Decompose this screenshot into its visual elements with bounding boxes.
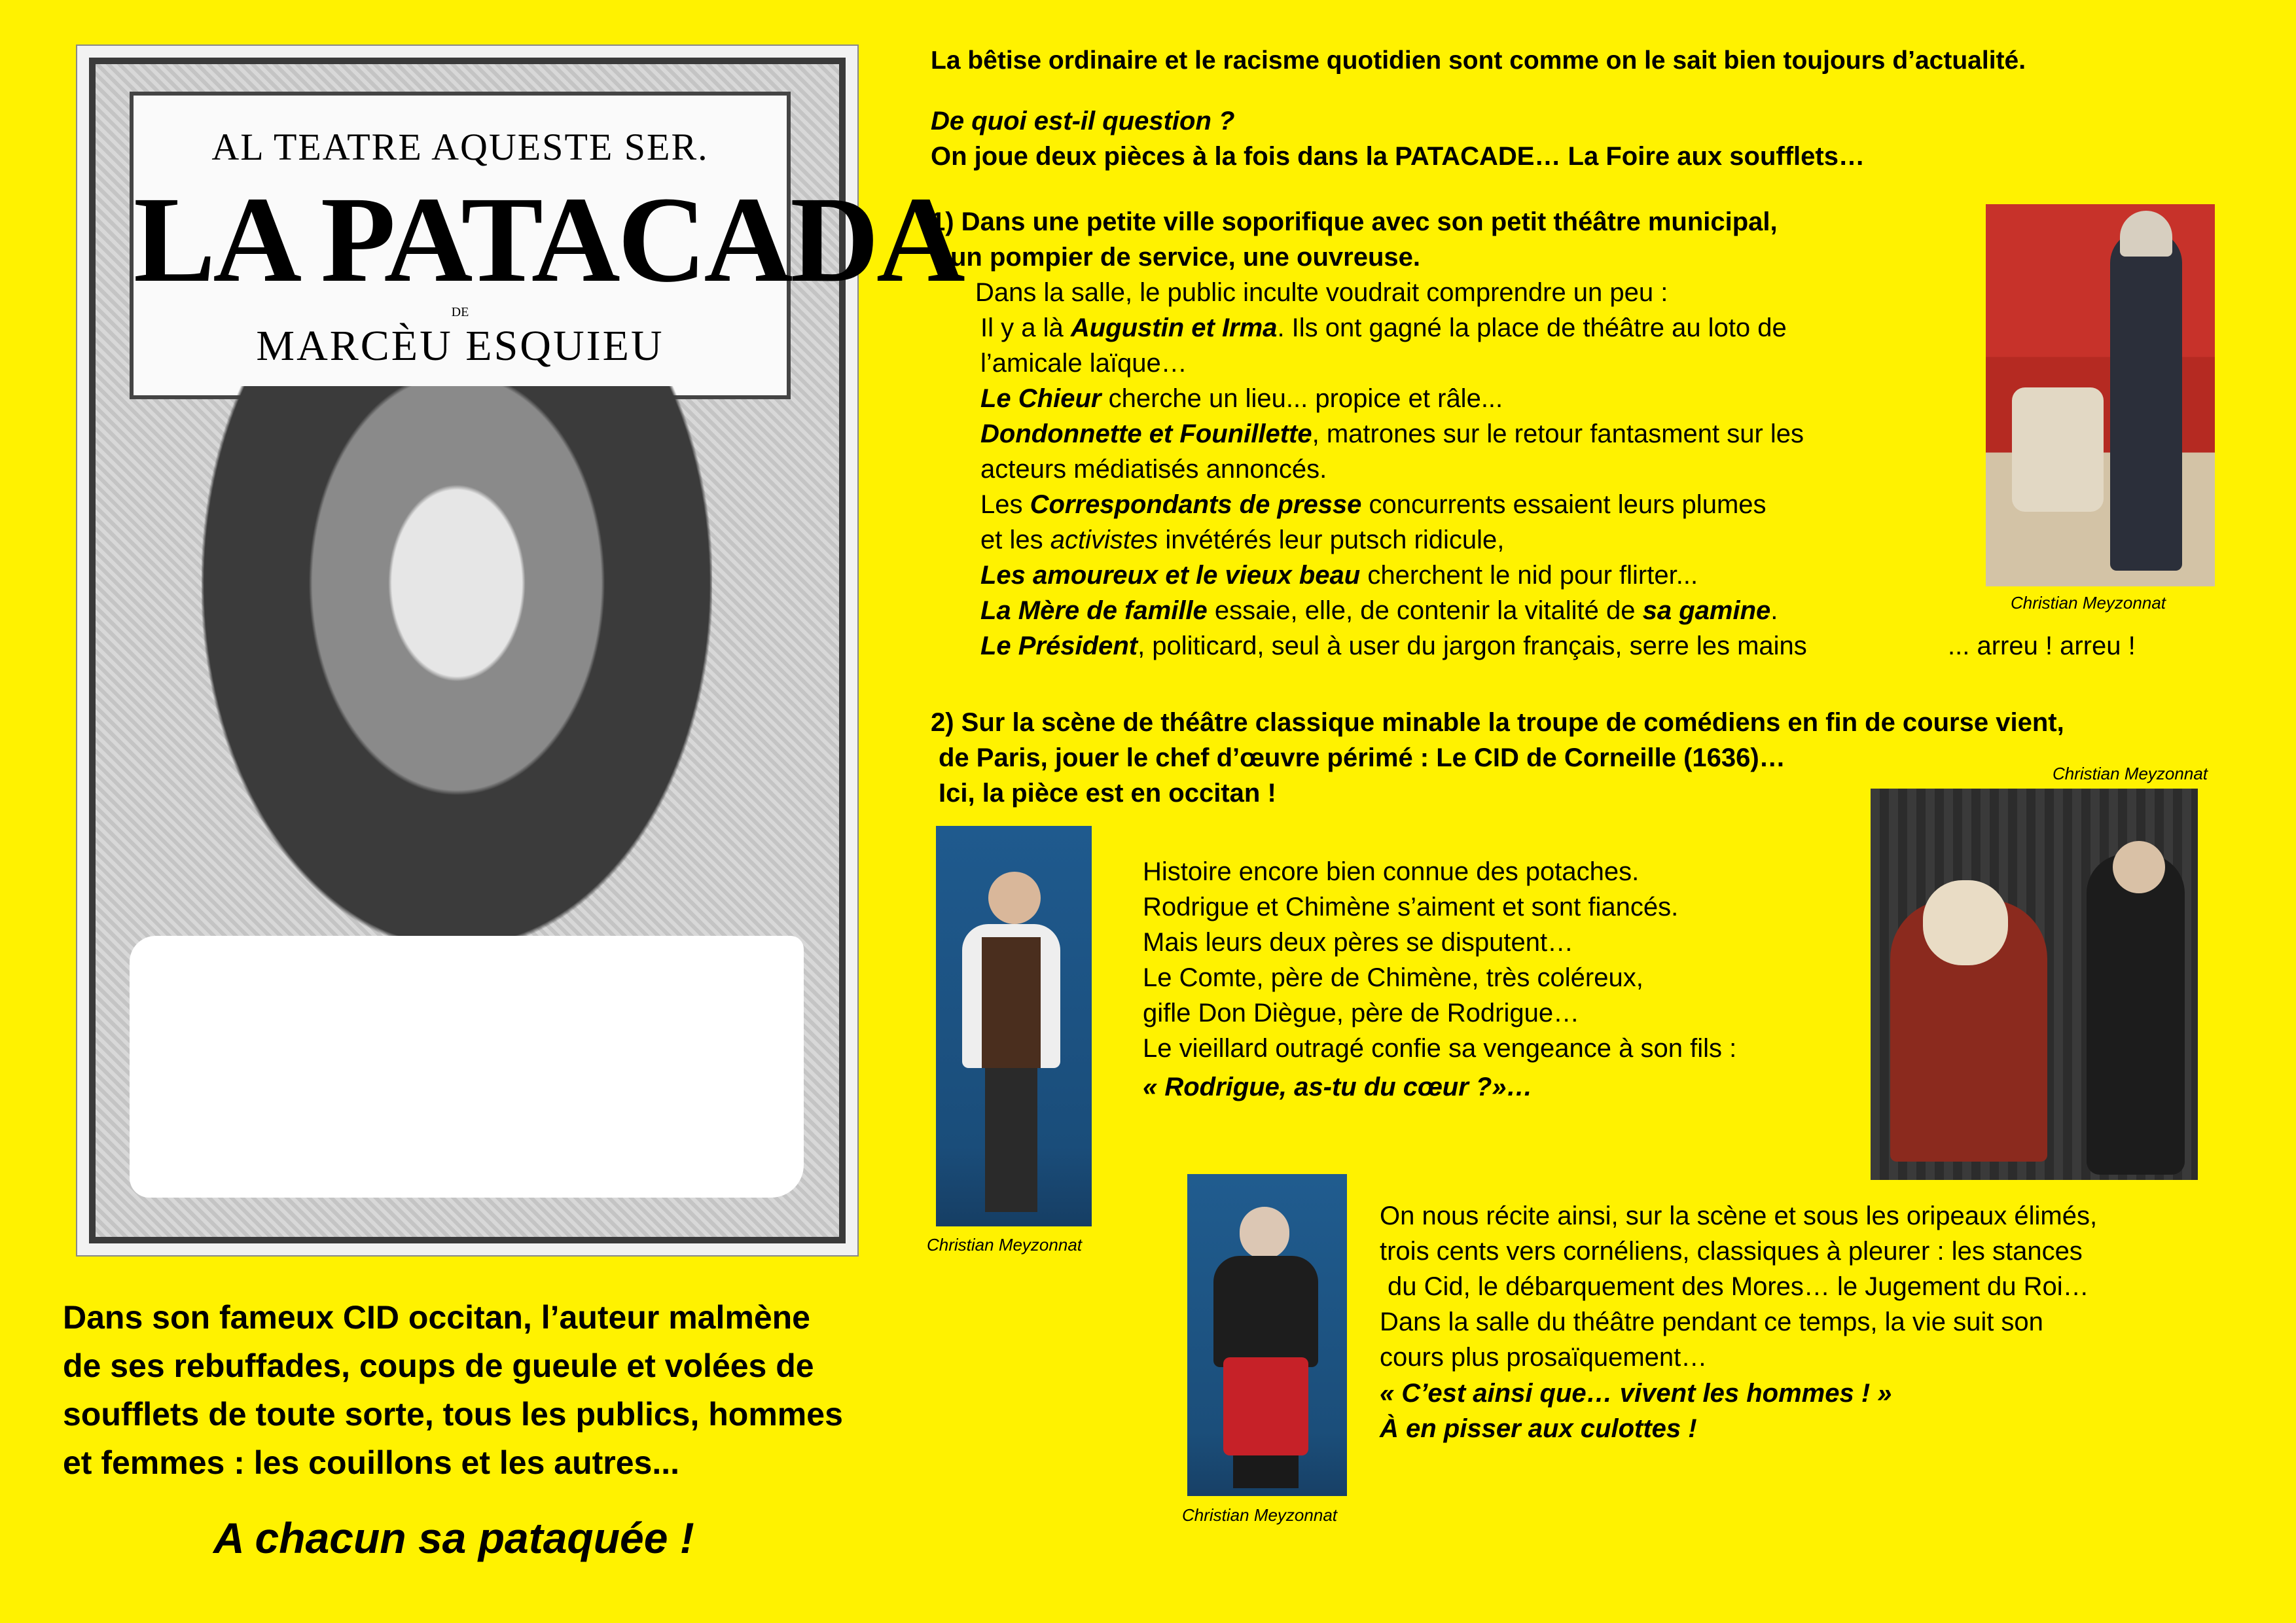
recite-line: On nous récite ainsi, sur la scène et sous les oripeaux élimés, xyxy=(1380,1202,2098,1230)
intro-line: La bêtise ordinaire et le racisme quotidien sont comme on le sait bien toujours d’actualité. xyxy=(931,46,2026,75)
bottom-line: et femmes : les couillons et les autres... xyxy=(63,1444,680,1481)
part1-line: acteurs médiatisés annoncés. xyxy=(980,455,1327,484)
story-line: Le vieillard outragé confie sa vengeance à son fils : xyxy=(1143,1034,1737,1063)
part1-heading-2: un pompier de service, une ouvreuse. xyxy=(950,243,1421,272)
story-line: gifle Don Diègue, père de Rodrigue… xyxy=(1143,999,1580,1027)
photo-credit: Christian Meyzonnat xyxy=(1182,1505,1337,1525)
poster-title: LA PATACADA xyxy=(134,171,963,308)
recite-line: Dans la salle du théâtre pendant ce temps, la vie suit son xyxy=(1380,1308,2043,1336)
poster-image xyxy=(76,45,963,1257)
photo-actor-don-diegue xyxy=(1187,1174,1347,1496)
photo-king-and-lady xyxy=(1871,789,2198,1180)
photo-credit: Christian Meyzonnat xyxy=(927,1235,1082,1255)
slogan: A chacun sa pataquée ! xyxy=(213,1514,694,1562)
poster-de: DE xyxy=(451,305,469,319)
poster-title-banner xyxy=(130,92,963,399)
bottom-line: soufflets de toute sorte, tous les publics, hommes xyxy=(63,1396,843,1433)
part1-line: Dans la salle, le public inculte voudrait comprendre un peu : xyxy=(975,278,1668,307)
part1-line: La Mère de famille essaie, elle, de contenir la vitalité de sa gamine. xyxy=(980,596,1778,625)
photo-credit: Christian Meyzonnat xyxy=(2011,593,2166,613)
poster-top-line: AL TEATRE AQUESTE SER. xyxy=(211,126,709,168)
part1-line: Le Chieur cherche un lieu... propice et râle... xyxy=(980,384,1503,413)
part1-line: et les activistes invétérés leur putsch ridicule, xyxy=(980,526,1505,554)
part1-line: Il y a là Augustin et Irma. Ils ont gagné la place de théâtre au loto de xyxy=(980,313,1787,342)
part1-heading-1: 1) Dans une petite ville soporifique avec son petit théâtre municipal, xyxy=(931,207,1778,236)
story-quote: « Rodrigue, as-tu du cœur ?»… xyxy=(1143,1073,1533,1101)
question-line: De quoi est-il question ? xyxy=(931,107,1235,135)
part1-line: Les amoureux et le vieux beau cherchent le nid pour flirter... xyxy=(980,561,1698,590)
poster-blank-cartouche xyxy=(130,936,804,1198)
recite-punchline: À en pisser aux culottes ! xyxy=(1380,1414,1697,1443)
part1-arreu: ... arreu ! arreu ! xyxy=(1948,632,2136,660)
bottom-line: Dans son fameux CID occitan, l’auteur malmène xyxy=(63,1299,810,1336)
part2-heading-2: de Paris, jouer le chef d’œuvre périmé : Le CID de Corneille (1636)… xyxy=(939,743,1785,772)
part2-heading-1: 2) Sur la scène de théâtre classique minable la troupe de comédiens en fin de course vient, xyxy=(931,708,2064,737)
story-line: Le Comte, père de Chimène, très coléreux, xyxy=(1143,963,1643,992)
part1-line: Les Correspondants de presse concurrents essaient leurs plumes xyxy=(980,490,1767,519)
part1-line: Dondonnette et Founillette, matrones sur le retour fantasment sur les xyxy=(980,419,1804,448)
part2-heading-3: Ici, la pièce est en occitan ! xyxy=(939,779,1276,808)
bottom-line: de ses rebuffades, coups de gueule et volées de xyxy=(63,1347,814,1384)
recite-line: trois cents vers cornéliens, classiques à pleurer : les stances xyxy=(1380,1237,2083,1266)
photo-firefighter xyxy=(1986,204,2215,586)
story-line: Mais leurs deux pères se disputent… xyxy=(1143,928,1574,957)
part1-line: l’amicale laïque… xyxy=(980,349,1187,378)
poster-illustration xyxy=(202,386,712,949)
bottom-paragraph xyxy=(63,1293,843,1487)
part1-line: Le Président, politicard, seul à user du jargon français, serre les mains xyxy=(980,632,1807,660)
photo-actor-rodrigue xyxy=(936,826,1092,1226)
story-line: Rodrigue et Chimène s’aiment et sont fiancés. xyxy=(1143,893,1679,921)
recite-quote: « C’est ainsi que… vivent les hommes ! » xyxy=(1380,1379,1892,1408)
photo-credit: Christian Meyzonnat xyxy=(2053,764,2208,783)
poster-author: MARCÈU ESQUIEU xyxy=(256,322,664,370)
two-plays-line: On joue deux pièces à la fois dans la PATACADE… La Foire aux soufflets… xyxy=(931,142,1865,171)
recite-line: cours plus prosaïquement… xyxy=(1380,1343,1708,1372)
recite-line: du Cid, le débarquement des Mores… le Jugement du Roi… xyxy=(1388,1272,2089,1301)
story-line: Histoire encore bien connue des potaches. xyxy=(1143,857,1640,886)
